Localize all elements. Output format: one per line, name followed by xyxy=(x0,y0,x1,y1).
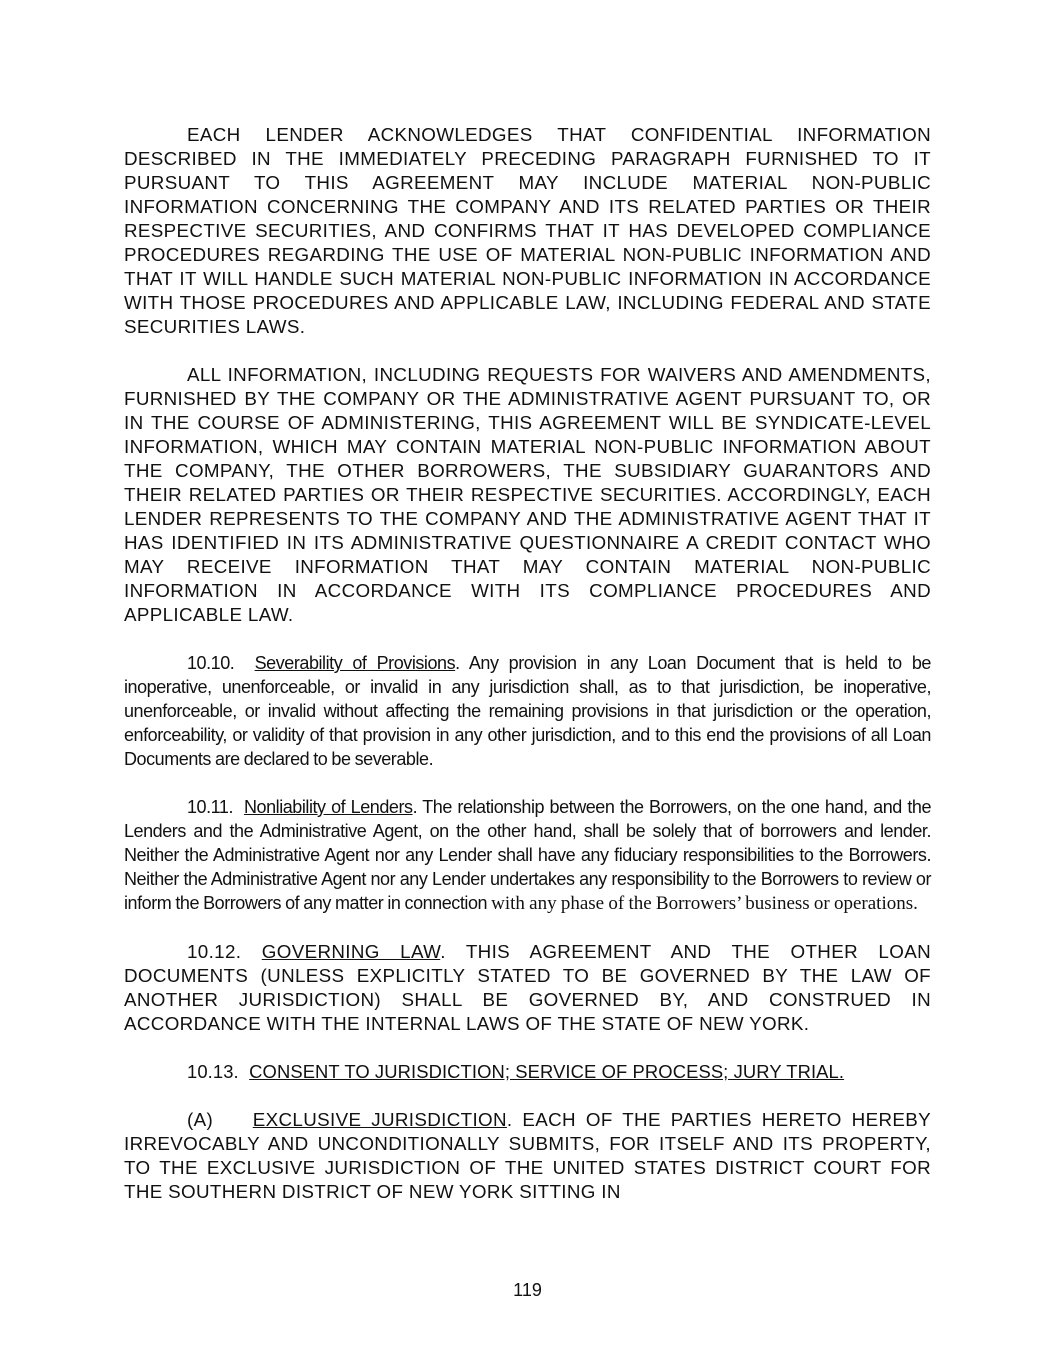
section-body: . THIS AGREEMENT AND THE OTHER LOAN DOCUMENTS (UNLESS EXPLICITLY STATED TO BE GOVERNED BY THE LAW OF ANOTHER JURISDICTION) SHALL BE GOVERNED BY, AND CONSTRUED IN ACCORDANCE WITH THE INTERNAL LAWS OF THE STATE OF NEW YORK. xyxy=(124,941,931,1034)
section-heading: GOVERNING LAW xyxy=(261,941,441,962)
section-body: . Any provision in any Loan Document that is held to be inoperative, unenforceable, or invalid in any jurisdiction shall, as to that jurisdiction, be inoperative, unenforceable, or invalid without affecting the remaining provisions in that jurisdiction or the operation, enforceability, or validity of that provision in any other jurisdiction, and to this end the provisions of all Loan Documents are declared to be severable. xyxy=(124,653,931,769)
section-10-13 xyxy=(124,1060,931,1084)
paragraph-confidential-information: EACH LENDER ACKNOWLEDGES THAT CONFIDENTIAL INFORMATION DESCRIBED IN THE IMMEDIATELY PRECEDING PARAGRAPH FURNISHED TO IT PURSUANT TO THIS AGREEMENT MAY INCLUDE MATERIAL NON-PUBLIC INFORMATION CONCERNING THE COMPANY AND ITS RELATED PARTIES OR THEIR RESPECTIVE SECURITIES, AND CONFIRMS THAT IT HAS DEVELOPED COMPLIANCE PROCEDURES REGARDING THE USE OF MATERIAL NON-PUBLIC INFORMATION AND THAT IT WILL HANDLE SUCH MATERIAL NON-PUBLIC INFORMATION IN ACCORDANCE WITH THOSE PROCEDURES AND APPLICABLE LAW, INCLUDING FEDERAL AND STATE SECURITIES LAWS. xyxy=(124,124,931,337)
section-10-11 xyxy=(124,795,931,916)
section-number: 10.13. xyxy=(187,1061,239,1082)
section-10-10 xyxy=(124,651,931,771)
paragraph-syndicate-level-information: ALL INFORMATION, INCLUDING REQUESTS FOR WAIVERS AND AMENDMENTS, FURNISHED BY THE COMPANY OR THE ADMINISTRATIVE AGENT PURSUANT TO, OR IN THE COURSE OF ADMINISTERING, THIS AGREEMENT WILL BE SYNDICATE-LEVEL INFORMATION, WHICH MAY CONTAIN MATERIAL NON-PUBLIC INFORMATION ABOUT THE COMPANY, THE OTHER BORROWERS, THE SUBSIDIARY GUARANTORS AND THEIR RELATED PARTIES OR THEIR RESPECTIVE SECURITIES. ACCORDINGLY, EACH LENDER REPRESENTS TO THE COMPANY AND THE ADMINISTRATIVE AGENT THAT IT HAS IDENTIFIED IN ITS ADMINISTRATIVE QUESTIONNAIRE A CREDIT CONTACT WHO MAY RECEIVE INFORMATION THAT MAY CONTAIN MATERIAL NON-PUBLIC INFORMATION IN ACCORDANCE WITH ITS COMPLIANCE PROCEDURES AND APPLICABLE LAW. xyxy=(124,364,931,625)
section-number: 10.10. xyxy=(187,653,235,673)
subsection-body: . EACH OF THE PARTIES HERETO HEREBY IRREVOCABLY AND UNCONDITIONALLY SUBMITS, FOR ITSELF AND ITS PROPERTY, TO THE EXCLUSIVE JURISDICTION OF THE UNITED STATES DISTRICT COURT FOR THE SOUTHERN DISTRICT OF NEW YORK SITTING IN xyxy=(124,1109,932,1202)
subsection-heading: EXCLUSIVE JURISDICTION xyxy=(252,1109,507,1130)
section-number: 10.11. xyxy=(187,797,234,817)
subsection-a-exclusive-jurisdiction xyxy=(124,1108,931,1204)
section-heading: Severability of Provisions xyxy=(254,653,456,673)
page-number: 119 xyxy=(513,1280,542,1300)
section-10-12 xyxy=(124,940,931,1036)
subsection-number: (A) xyxy=(187,1109,214,1130)
section-heading: CONSENT TO JURISDICTION; SERVICE OF PROCESS; JURY TRIAL. xyxy=(249,1061,845,1082)
section-body-tail: with any phase of the Borrowers’ business or operations. xyxy=(491,893,918,914)
section-number: 10.12. xyxy=(187,941,242,962)
section-heading: Nonliability of Lenders xyxy=(243,797,413,817)
section-body: . The relationship between the Borrowers, on the one hand, and the Lenders and the Administrative Agent, on the other hand, shall be solely that of borrowers and lender. Neither the Administrative Agent nor any Lender shall have any fiduciary responsibilities to the Borrowers. Neither the Administrative Agent nor any Lender undertakes any responsibility to the Borrowers to review or inform the Borrowers of any matter in connection xyxy=(124,797,932,913)
